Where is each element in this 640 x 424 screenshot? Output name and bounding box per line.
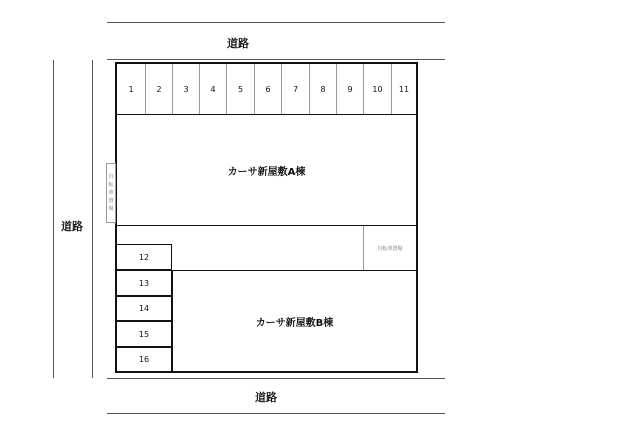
bike-parking-left-char: 置 <box>108 198 114 204</box>
parking-slot-number: 6 <box>265 84 271 94</box>
left-road-line-inner <box>92 60 93 378</box>
building-b-label: カーサ新屋敷B棟 <box>255 317 334 329</box>
left-road-line-outer <box>53 60 54 378</box>
bike-parking-left-char: 場 <box>108 206 114 212</box>
parking-slot-number: 15 <box>138 329 150 339</box>
bike-parking-left-char: 転 <box>108 182 114 188</box>
parking-slot-number: 16 <box>138 355 150 364</box>
parking-slot-7 <box>281 64 309 114</box>
parking-slot-number: 7 <box>292 84 299 94</box>
parking-slot-number: 12 <box>138 252 150 262</box>
parking-slot-16 <box>117 347 172 371</box>
parking-slot-2 <box>145 64 172 114</box>
parking-slot-14 <box>117 296 172 321</box>
parking-slot-4 <box>199 64 226 114</box>
bike-parking-left-char: 車 <box>108 190 114 196</box>
parking-slot-number: 8 <box>320 84 326 94</box>
parking-slot-1 <box>117 64 145 114</box>
parking-slot-9 <box>336 64 363 114</box>
parking-slot-6 <box>254 64 281 114</box>
parking-slot-number: 1 <box>128 84 134 94</box>
parking-slot-5 <box>226 64 254 114</box>
bike-parking-right <box>363 226 416 270</box>
top-parking-row <box>117 64 416 115</box>
building-a-label: カーサ新屋敷A棟 <box>227 166 306 178</box>
parking-slot-number: 9 <box>347 84 353 94</box>
building-a <box>117 115 416 226</box>
parking-slot-11 <box>391 64 416 114</box>
bottom-road-label: 道路 <box>255 391 277 404</box>
parking-slot-15 <box>117 321 172 347</box>
parking-slot-number: 10 <box>372 84 383 94</box>
parking-slot-number: 5 <box>237 84 244 94</box>
parking-slot-13 <box>117 270 172 296</box>
top-road-label: 道路 <box>227 37 249 50</box>
bike-parking-left-char: 自 <box>108 174 114 180</box>
parking-slot-10 <box>363 64 391 114</box>
parking-slot-number: 3 <box>183 84 189 94</box>
parking-slot-3 <box>172 64 199 114</box>
parking-slot-number: 2 <box>156 84 162 94</box>
bottom-road-line-upper <box>107 378 445 379</box>
building-b <box>172 270 416 371</box>
bike-parking-left <box>106 163 116 223</box>
parking-slot-12 <box>117 244 172 270</box>
parking-slot-number: 11 <box>398 84 410 94</box>
bottom-road-line-lower <box>107 413 445 414</box>
parking-slot-number: 14 <box>138 304 150 313</box>
parking-slot-number: 13 <box>138 278 150 288</box>
property-lot <box>115 62 418 373</box>
bike-parking-right-label: 自転車置場 <box>377 245 403 252</box>
top-road-line-upper <box>107 22 445 23</box>
top-road-line-lower <box>107 59 445 60</box>
parking-slot-number: 4 <box>210 84 216 94</box>
left-road-label: 道路 <box>61 220 83 233</box>
parking-slot-8 <box>309 64 336 114</box>
